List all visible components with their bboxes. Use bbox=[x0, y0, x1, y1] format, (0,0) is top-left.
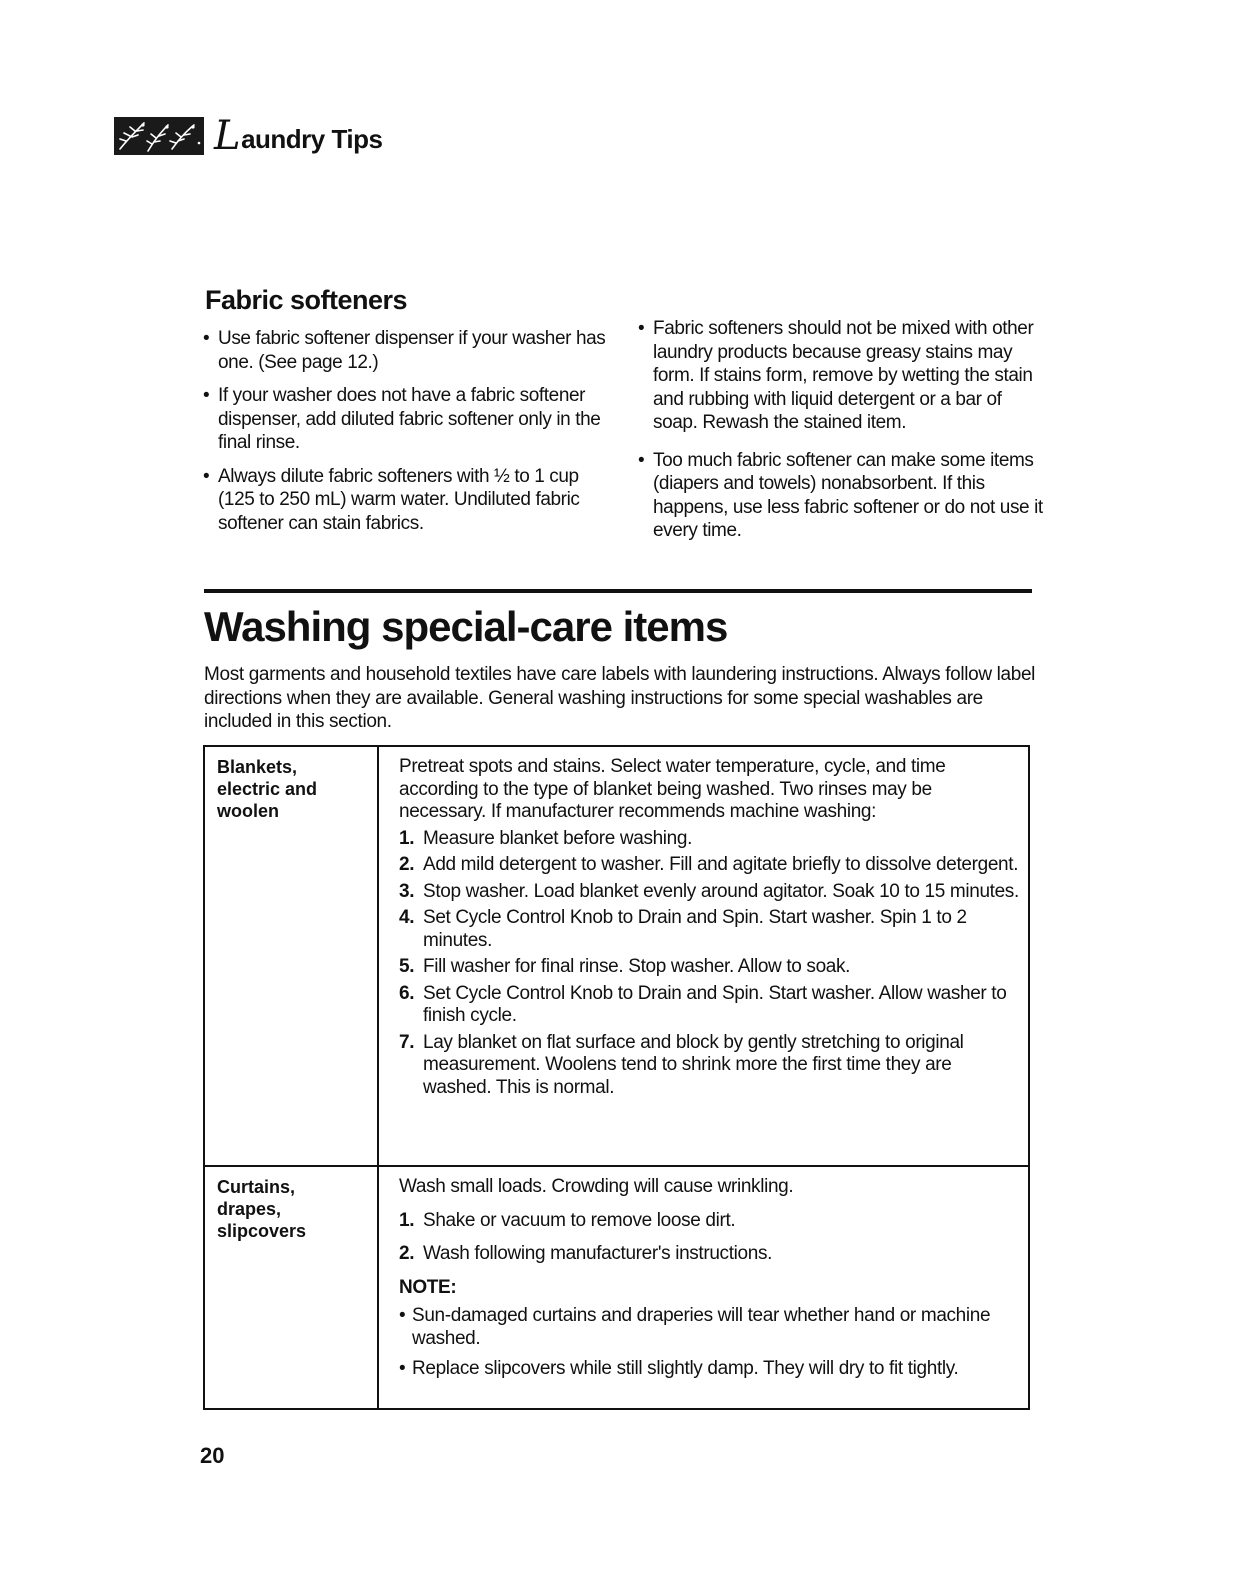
special-care-heading: Washing special-care items bbox=[204, 603, 728, 650]
special-care-intro: Most garments and household textiles have care labels with laundering instructions. Always follow label directions when they are available. General washing instructions for some special washables are included in this section. bbox=[204, 664, 1036, 732]
list-item: • Too much fabric softener can make some items (diapers and towels) nonabsorbent. If this happens, use less fabric softener or do not use it every time. bbox=[638, 449, 1048, 543]
section-divider bbox=[204, 589, 1032, 593]
step-item: 6. Set Cycle Control Knob to Drain and Spin. Start washer. Allow washer to finish cycle. bbox=[399, 982, 1007, 1026]
decorative-sprig-icon bbox=[114, 117, 204, 155]
row-label-line: electric and bbox=[217, 779, 318, 799]
row-content-blankets bbox=[378, 746, 1029, 1166]
section-title-initial: L bbox=[214, 113, 241, 159]
step-item: 5. Fill washer for final rinse. Stop washer. Allow to soak. bbox=[399, 956, 851, 977]
row-label-curtains bbox=[204, 1166, 378, 1409]
note-item: • Replace slipcovers while still slightly damp. They will dry to fit tightly. bbox=[399, 1358, 1020, 1381]
table-row-blankets bbox=[204, 746, 1029, 1166]
step-item: 1. Shake or vacuum to remove loose dirt. bbox=[399, 1209, 736, 1231]
list-item: • Fabric softeners should not be mixed with other laundry products because greasy stains may form. If stains form, remove by wetting the stain and rubbing with liquid detergent or a bar of soap. Rewash the stained item. bbox=[638, 317, 1048, 435]
note-item: • Sun-damaged curtains and draperies will tear whether hand or machine washed. bbox=[399, 1305, 1020, 1350]
row-label-line: woolen bbox=[217, 801, 279, 821]
page-number: 20 bbox=[200, 1443, 225, 1468]
row-label-line: Curtains, bbox=[217, 1177, 296, 1197]
list-item: • Use fabric softener dispenser if your washer has one. (See page 12.) bbox=[203, 327, 613, 374]
list-item: • Always dilute fabric softeners with ½ to 1 cup (125 to 250 mL) warm water. Undiluted fabric softener can stain fabrics. bbox=[203, 465, 613, 536]
row-label-line: slipcovers bbox=[217, 1221, 307, 1241]
fabric-softeners-heading: Fabric softeners bbox=[205, 285, 408, 315]
step-item: 2. Wash following manufacturer's instructions. bbox=[399, 1243, 773, 1264]
table-row-curtains bbox=[204, 1166, 1029, 1409]
row-label-blankets bbox=[204, 746, 378, 1166]
step-item: 1. Measure blanket before washing. bbox=[399, 827, 693, 849]
section-title-rest: aundry Tips bbox=[241, 124, 383, 154]
curtains-intro: Wash small loads. Crowding will cause wrinkling. bbox=[399, 1176, 794, 1197]
fabric-softeners-left-column bbox=[203, 327, 613, 545]
row-content-curtains bbox=[378, 1166, 1029, 1409]
step-item: 2. Add mild detergent to washer. Fill and agitate briefly to dissolve detergent. bbox=[399, 854, 1019, 875]
step-item: 3. Stop washer. Load blanket evenly around agitator. Soak 10 to 15 minutes. bbox=[399, 880, 1019, 902]
step-item: 7. Lay blanket on flat surface and block by gently stretching to original measurement. Woolens tend to shrink more the first time they are washed. This is normal. bbox=[399, 1031, 964, 1098]
list-item: • If your washer does not have a fabric softener dispenser, add diluted fabric softener only in the final rinse. bbox=[203, 384, 613, 455]
special-care-table bbox=[203, 745, 1030, 1410]
row-label-line: drapes, bbox=[217, 1199, 282, 1219]
row-label-line: Blankets, bbox=[217, 757, 298, 777]
note-label: NOTE: bbox=[399, 1276, 457, 1298]
blankets-intro: Pretreat spots and stains. Select water temperature, cycle, and time according to the type of blanket being washed. Two rinses may be necessary. If manufacturer recommends machine washing: bbox=[399, 756, 946, 822]
step-item: 4. Set Cycle Control Knob to Drain and Spin. Start washer. Spin 1 to 2 minutes. bbox=[399, 907, 967, 951]
section-title bbox=[214, 113, 383, 159]
fabric-softeners-right-column bbox=[638, 317, 1048, 553]
page-header bbox=[114, 113, 383, 159]
